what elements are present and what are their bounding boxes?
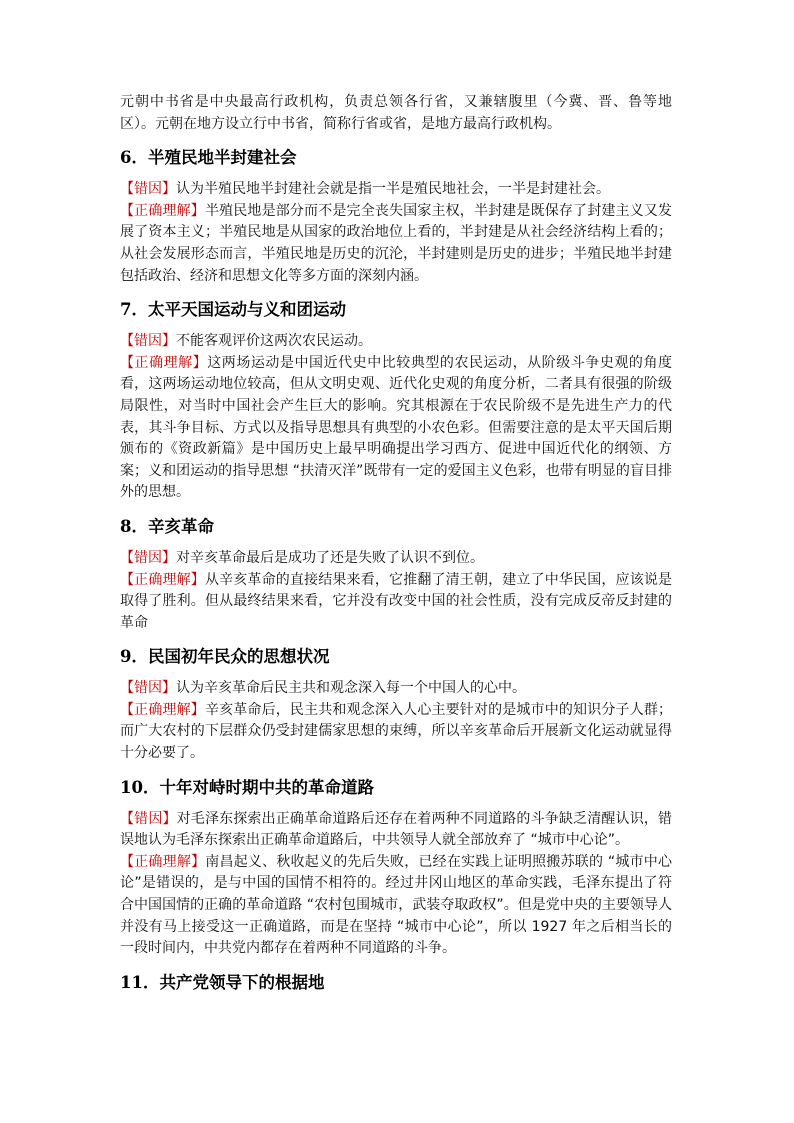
- intro-paragraph: 元朝中书省是中央最高行政机构，负责总领各行省，又兼辖腹里（今冀、晋、鲁等地区）。元朝在地方设立行中书省，简称行省或省，是地方最高行政机构。: [120, 94, 672, 132]
- correct-text: 辛亥革命后，民主共和观念深入人心主要针对的是城市中的知识分子人群；而广大农村的下层群众仍受封建儒家思想的束缚，所以辛亥革命后开展新文化运动就显得十分必要了。: [120, 701, 673, 762]
- error-paragraph: [120, 548, 672, 570]
- correct-paragraph: [120, 700, 672, 765]
- correct-text: 从辛亥革命的直接结果来看，它推翻了清王朝，建立了中华民国，应该说是取得了胜利。但从最终结果来看，它并没有改变中国的社会性质，没有完成反帝反封建的革命: [120, 571, 673, 631]
- document-page: [120, 92, 672, 1004]
- error-tag: 【错因】: [120, 810, 177, 827]
- error-paragraph: [120, 179, 672, 201]
- correct-text: 这两场运动是中国近代史中比较典型的农民运动，从阶级斗争史观的角度看，这两场运动地位较高，但从文明史观、近代化史观的角度分析，二者具有很强的阶级局限性，对当时中国社会产生巨大的影响。究其根源在于农民阶级不是先进生产力的代表，其斗争目标、方式以及指导思想具有典型的小农色彩。但需要注意的是太平天国后期颁布的《资政新篇》是中国历史上最早明确提出学习西方、促进中国近代化的纲领、方案；义和团运动的指导思想 “扶清灭洋”既带有一定的爱国主义色彩，也带有明显的盲目排外的思想。: [120, 354, 673, 501]
- error-text: 认为半殖民地半封建社会就是指一半是殖民地社会，一半是封建社会。: [176, 181, 610, 198]
- error-tag: 【错因】: [120, 181, 176, 198]
- section-title: 8．辛亥革命: [120, 516, 214, 536]
- correct-tag: 【正确理解】: [120, 571, 205, 588]
- error-text: 不能客观评价这两次农民运动。: [176, 333, 372, 350]
- section-7: [120, 299, 672, 504]
- error-paragraph: [120, 331, 672, 353]
- section-title: 7．太平天国运动与义和团运动: [120, 300, 346, 320]
- correct-tag: 【正确理解】: [120, 853, 206, 870]
- section-9: [120, 646, 672, 764]
- error-paragraph: [120, 678, 672, 700]
- correct-tag: 【正确理解】: [120, 202, 205, 219]
- section-title-11: 11．共产党领导下的根据地: [120, 972, 325, 992]
- correct-tag: 【正确理解】: [120, 701, 205, 718]
- section-10: [120, 777, 672, 960]
- error-tag: 【错因】: [120, 680, 176, 697]
- error-tag: 【错因】: [120, 333, 176, 350]
- correct-paragraph: [120, 201, 672, 287]
- error-tag: 【错因】: [120, 549, 176, 566]
- error-paragraph: [120, 809, 672, 852]
- correct-paragraph: [120, 852, 672, 960]
- section-title: 10．十年对峙时期中共的革命道路: [120, 777, 374, 797]
- correct-paragraph: [120, 353, 672, 504]
- error-text: 对毛泽东探索出正确革命道路后还存在着两种不同道路的斗争缺乏清醒认识，错误地认为毛泽东探索出正确革命道路后，中共领导人就全部放弃了 “城市中心论”。: [120, 810, 673, 849]
- section-title: 9．民国初年民众的思想状况: [120, 647, 330, 667]
- correct-text: 半殖民地是部分而不是完全丧失国家主权，半封建是既保存了封建主义又发展了资本主义；半殖民地是从国家的政治地位上看的，半封建是从社会经济结构上看的；从社会发展形态而言，半殖民地是历史的沉沦，半封建则是历史的进步；半殖民地半封建包括政治、经济和思想文化等多方面的深刻内涵。: [120, 202, 673, 284]
- error-text: 对辛亥革命最后是成功了还是失败了认识不到位。: [176, 549, 484, 566]
- section-6: [120, 147, 672, 287]
- correct-text: 南昌起义、秋收起义的先后失败，已经在实践上证明照搬苏联的 “城市中心论”是错误的，是与中国的国情不相符的。经过井冈山地区的革命实践，毛泽东提出了符合中国国情的正确的革命道路 “农村包围城市，武装夺取政权”。但是党中央的主要领导人并没有马上接受这一正确道路，而是在坚持 “城市中心论”，所以 1927 年之后相当长的一段时间内，中共党内都存在着两种不同道路的斗争。: [120, 853, 673, 957]
- section-8: [120, 516, 672, 634]
- section-title: 6．半殖民地半封建社会: [120, 148, 297, 168]
- correct-tag: 【正确理解】: [120, 354, 208, 371]
- correct-paragraph: [120, 570, 672, 635]
- error-text: 认为辛亥革命后民主共和观念深入每一个中国人的心中。: [176, 680, 526, 697]
